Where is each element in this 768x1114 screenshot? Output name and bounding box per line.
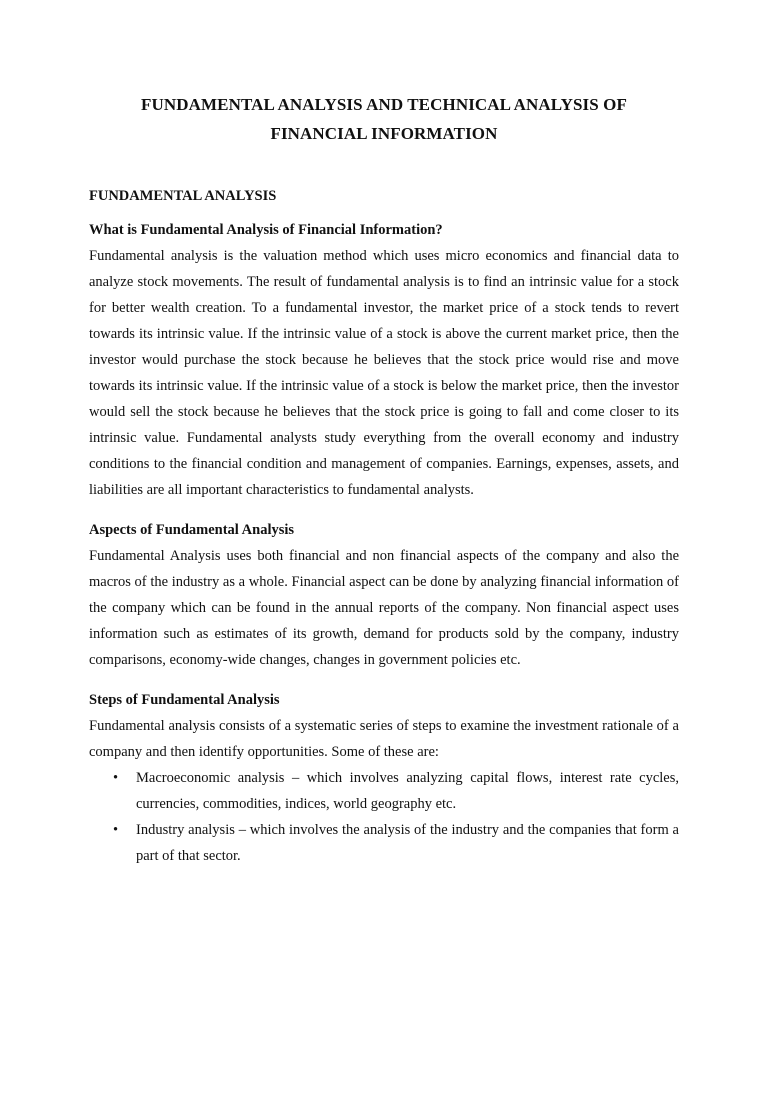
title-line-1: FUNDAMENTAL ANALYSIS AND TECHNICAL ANALYSIS OF bbox=[141, 95, 627, 114]
list-item bbox=[89, 817, 679, 869]
steps-bullet-list bbox=[89, 765, 679, 869]
list-item bbox=[89, 765, 679, 817]
paragraph-what-is: Fundamental analysis is the valuation method which uses micro economics and financial data to analyze stock movements. The result of fundamental analysis is to find an intrinsic value for a stock for better wealth creation. To a fundamental investor, the market price of a stock tends to revert towards its intrinsic value. If the intrinsic value of a stock is above the current market price, then the investor would purchase the stock because he believes that the stock price would rise and move towards its intrinsic value. If the intrinsic value of a stock is below the market price, then the investor would sell the stock because he believes that the stock price is going to fall and come closer to its intrinsic value. Fundamental analysts study everything from the overall economy and industry conditions to the financial condition and management of companies. Earnings, expenses, assets, and liabilities are all important characteristics to fundamental analysts. bbox=[89, 248, 679, 498]
section-heading: FUNDAMENTAL ANALYSIS bbox=[89, 188, 277, 204]
paragraph-steps: Fundamental analysis consists of a systematic series of steps to examine the investment rationale of a company and then identify opportunities. Some of these are: bbox=[89, 718, 679, 760]
title-line-2: FINANCIAL INFORMATION bbox=[270, 124, 498, 143]
bullet-icon: • bbox=[113, 822, 119, 838]
subheading-aspects: Aspects of Fundamental Analysis bbox=[89, 522, 295, 538]
bullet-text-industry: Industry analysis – which involves the analysis of the industry and the companies that form a part of that sector. bbox=[136, 822, 679, 864]
bullet-text-macroeconomic: Macroeconomic analysis – which involves analyzing capital flows, interest rate cycles, currencies, commodities, indices, world geography etc. bbox=[136, 770, 679, 812]
paragraph-aspects: Fundamental Analysis uses both financial and non financial aspects of the company and also the macros of the industry as a whole. Financial aspect can be done by analyzing financial information of the company which can be found in the annual reports of the company. Non financial aspect uses information such as estimates of its growth, demand for products sold by the company, industry comparisons, economy-wide changes, changes in government policies etc. bbox=[89, 548, 679, 668]
subheading-steps: Steps of Fundamental Analysis bbox=[89, 692, 280, 708]
document-title bbox=[89, 90, 679, 148]
subheading-what-is: What is Fundamental Analysis of Financial Information? bbox=[89, 222, 443, 238]
bullet-icon: • bbox=[113, 770, 119, 786]
document-page bbox=[0, 90, 768, 1114]
